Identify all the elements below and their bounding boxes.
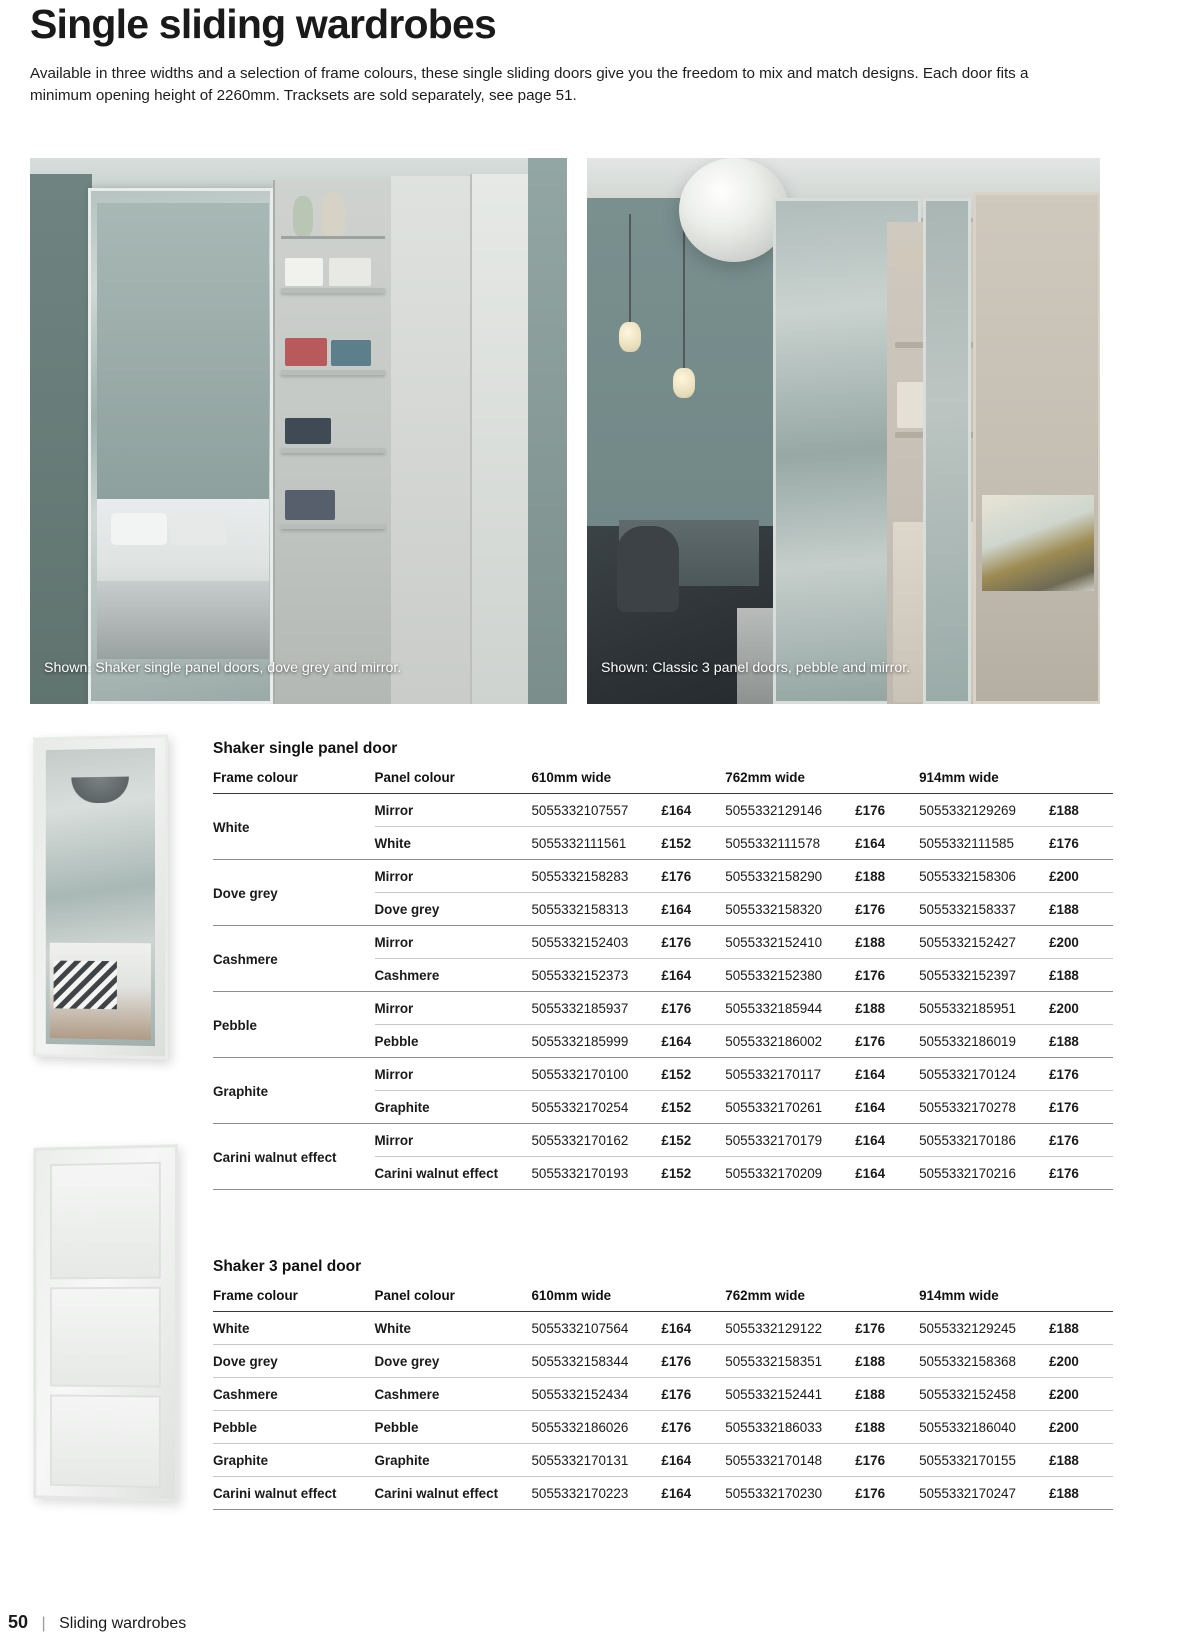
folded-clothes <box>285 490 335 520</box>
table-header-row <box>213 1288 1113 1312</box>
code-914: 5055332152397 <box>919 959 1049 992</box>
code-914: 5055332170247 <box>919 1477 1049 1510</box>
code-610: 5055332186026 <box>531 1411 661 1444</box>
code-762: 5055332152380 <box>725 959 855 992</box>
panel-colour-cell: Graphite <box>375 1444 532 1477</box>
code-762: 5055332170230 <box>725 1477 855 1510</box>
price-914: £188 <box>1049 959 1113 992</box>
code-610: 5055332158283 <box>531 860 661 893</box>
frame-colour-cell: Carini walnut effect <box>213 1124 375 1190</box>
price-914: £176 <box>1049 827 1113 860</box>
code-914: 5055332170124 <box>919 1058 1049 1091</box>
page-footer <box>8 1612 186 1633</box>
price-762: £176 <box>855 1477 919 1510</box>
code-610: 5055332170131 <box>531 1444 661 1477</box>
price-914: £188 <box>1049 794 1113 827</box>
price-610: £176 <box>661 860 725 893</box>
price-762: £164 <box>855 1091 919 1124</box>
table-row <box>213 794 1113 827</box>
reflected-pendant <box>71 777 129 804</box>
code-762: 5055332170209 <box>725 1157 855 1190</box>
col-914mm-price <box>1049 1288 1113 1312</box>
panel-colour-cell: Mirror <box>375 794 532 827</box>
price-610: £164 <box>661 893 725 926</box>
price-914: £176 <box>1049 1157 1113 1190</box>
folded-textile <box>285 338 327 366</box>
frame-colour-cell: Dove grey <box>213 1345 375 1378</box>
price-610: £164 <box>661 1312 725 1345</box>
price-762: £188 <box>855 1345 919 1378</box>
wardrobe-shelf <box>281 448 385 453</box>
code-914: 5055332186040 <box>919 1411 1049 1444</box>
price-762: £164 <box>855 1058 919 1091</box>
panel-colour-cell: Mirror <box>375 1124 532 1157</box>
panel-colour-cell: Pebble <box>375 1411 532 1444</box>
price-914: £176 <box>1049 1091 1113 1124</box>
col-610mm: 610mm wide <box>531 1288 661 1312</box>
reflected-throw <box>54 961 117 1010</box>
footer-section-label: Sliding wardrobes <box>59 1615 187 1632</box>
price-762: £188 <box>855 1378 919 1411</box>
panel-colour-cell: White <box>375 1312 532 1345</box>
mirror-sliding-door-left <box>88 188 273 704</box>
table-row <box>213 1444 1113 1477</box>
code-914: 5055332185951 <box>919 992 1049 1025</box>
photo-shaker-single-panel <box>30 158 567 704</box>
frame-colour-cell: Cashmere <box>213 1378 375 1411</box>
price-914: £200 <box>1049 860 1113 893</box>
code-610: 5055332107564 <box>531 1312 661 1345</box>
folded-clothes <box>285 418 331 444</box>
price-610: £152 <box>661 1058 725 1091</box>
frame-colour-cell: White <box>213 1312 375 1345</box>
code-610: 5055332185937 <box>531 992 661 1025</box>
door-panel-bottom <box>50 1394 161 1488</box>
table-row <box>213 1312 1113 1345</box>
col-762mm-price <box>855 770 919 794</box>
price-610: £164 <box>661 959 725 992</box>
code-914: 5055332129269 <box>919 794 1049 827</box>
desk-chair <box>617 526 679 612</box>
frame-colour-cell: Cashmere <box>213 926 375 992</box>
col-610mm-price <box>661 1288 725 1312</box>
wardrobe-shelf <box>281 370 385 375</box>
panel-colour-cell: Cashmere <box>375 959 532 992</box>
pendant-cord <box>629 214 631 322</box>
panel-colour-cell: Carini walnut effect <box>375 1477 532 1510</box>
code-610: 5055332170100 <box>531 1058 661 1091</box>
folded-textile <box>331 340 371 366</box>
code-762: 5055332152410 <box>725 926 855 959</box>
frame-colour-cell: Dove grey <box>213 860 375 926</box>
price-762: £176 <box>855 1312 919 1345</box>
price-914: £176 <box>1049 1058 1113 1091</box>
price-762: £164 <box>855 827 919 860</box>
table-title: Shaker single panel door <box>213 740 398 757</box>
code-914: 5055332152458 <box>919 1378 1049 1411</box>
code-610: 5055332152434 <box>531 1378 661 1411</box>
pendant-cord <box>683 218 685 368</box>
price-610: £176 <box>661 926 725 959</box>
page-title: Single sliding wardrobes <box>30 1 497 47</box>
price-914: £176 <box>1049 1124 1113 1157</box>
room-scene-left <box>30 158 567 704</box>
col-762mm: 762mm wide <box>725 1288 855 1312</box>
code-914: 5055332170216 <box>919 1157 1049 1190</box>
code-914: 5055332170186 <box>919 1124 1049 1157</box>
code-762: 5055332170179 <box>725 1124 855 1157</box>
panel-colour-cell: Dove grey <box>375 1345 532 1378</box>
code-762: 5055332186033 <box>725 1411 855 1444</box>
table-row <box>213 1411 1113 1444</box>
table-row <box>213 860 1113 893</box>
pendant-bulb <box>673 368 695 398</box>
code-762: 5055332186002 <box>725 1025 855 1058</box>
reflected-pillow-1 <box>111 513 167 545</box>
code-762: 5055332158290 <box>725 860 855 893</box>
reflected-pillow-2 <box>171 513 227 545</box>
price-914: £188 <box>1049 1477 1113 1510</box>
panel-colour-cell: Mirror <box>375 860 532 893</box>
frame-colour-cell: Pebble <box>213 992 375 1058</box>
code-762: 5055332170261 <box>725 1091 855 1124</box>
code-610: 5055332185999 <box>531 1025 661 1058</box>
wardrobe-shelf <box>281 288 385 293</box>
table-row <box>213 1058 1113 1091</box>
price-610: £152 <box>661 1091 725 1124</box>
col-762mm-price <box>855 1288 919 1312</box>
panel-colour-cell: Cashmere <box>375 1378 532 1411</box>
frame-colour-cell: White <box>213 794 375 860</box>
table-row <box>213 926 1113 959</box>
side-wall-left <box>30 174 92 704</box>
pendant-bulb <box>619 322 641 352</box>
mirror-reflection-wall <box>97 203 269 503</box>
footer-separator: | <box>41 1615 46 1632</box>
page-intro-text: Available in three widths and a selection of frame colours, these single sliding doors give you the freedom to mix and match designs. Each door fits a minimum opening height of 2260mm. Tracksets are sold separately, see page 51. <box>30 65 1029 105</box>
price-610: £176 <box>661 1411 725 1444</box>
col-914mm-price <box>1049 770 1113 794</box>
vase <box>321 192 345 236</box>
table-body <box>213 1312 1113 1510</box>
code-610: 5055332152403 <box>531 926 661 959</box>
framed-artwork <box>982 495 1094 591</box>
spec-table-single-panel <box>213 770 1113 1190</box>
panel-colour-cell: Mirror <box>375 1058 532 1091</box>
vase <box>293 196 313 236</box>
photo-classic-3-panel <box>587 158 1100 704</box>
code-762: 5055332158351 <box>725 1345 855 1378</box>
panel-colour-cell: Pebble <box>375 1025 532 1058</box>
price-914: £188 <box>1049 893 1113 926</box>
table-row <box>213 1477 1113 1510</box>
price-914: £188 <box>1049 1312 1113 1345</box>
price-762: £176 <box>855 794 919 827</box>
code-914: 5055332111585 <box>919 827 1049 860</box>
table-body <box>213 794 1113 1190</box>
storage-box <box>285 258 323 286</box>
price-914: £200 <box>1049 992 1113 1025</box>
code-914: 5055332158337 <box>919 893 1049 926</box>
reflected-duvet <box>97 581 269 659</box>
code-762: 5055332152441 <box>725 1378 855 1411</box>
table-row <box>213 1378 1113 1411</box>
price-762: £188 <box>855 926 919 959</box>
table-section-shaker-3-panel <box>213 1258 1113 1510</box>
code-762: 5055332129146 <box>725 794 855 827</box>
code-610: 5055332170223 <box>531 1477 661 1510</box>
table-row <box>213 1345 1113 1378</box>
code-914: 5055332158306 <box>919 860 1049 893</box>
price-610: £164 <box>661 1444 725 1477</box>
code-610: 5055332107557 <box>531 794 661 827</box>
price-762: £176 <box>855 959 919 992</box>
product-image-3-panel-door <box>33 1144 178 1502</box>
wardrobe-shelf <box>281 524 385 529</box>
price-610: £152 <box>661 827 725 860</box>
price-610: £152 <box>661 1157 725 1190</box>
pebble-panel-door <box>973 192 1100 704</box>
panel-colour-cell: Dove grey <box>375 893 532 926</box>
col-frame-colour: Frame colour <box>213 770 375 794</box>
mirror-door-right-2 <box>923 198 971 704</box>
code-610: 5055332170254 <box>531 1091 661 1124</box>
code-914: 5055332152427 <box>919 926 1049 959</box>
wall-far-right <box>528 158 567 704</box>
door-panel-middle <box>50 1287 161 1388</box>
code-610: 5055332170193 <box>531 1157 661 1190</box>
code-914: 5055332170155 <box>919 1444 1049 1477</box>
price-762: £188 <box>855 860 919 893</box>
product-image-single-panel-door <box>33 735 168 1060</box>
col-914mm: 914mm wide <box>919 770 1049 794</box>
price-610: £164 <box>661 1477 725 1510</box>
col-762mm: 762mm wide <box>725 770 855 794</box>
code-762: 5055332158320 <box>725 893 855 926</box>
code-914: 5055332186019 <box>919 1025 1049 1058</box>
table-header-row <box>213 770 1113 794</box>
door-panel-top <box>50 1162 161 1280</box>
col-frame-colour: Frame colour <box>213 1288 375 1312</box>
frame-colour-cell: Graphite <box>213 1444 375 1477</box>
code-610: 5055332158313 <box>531 893 661 926</box>
sliding-door-right <box>470 174 530 704</box>
price-914: £188 <box>1049 1444 1113 1477</box>
price-914: £200 <box>1049 926 1113 959</box>
door-mirror-face <box>46 748 155 1046</box>
table-row <box>213 992 1113 1025</box>
col-610mm: 610mm wide <box>531 770 661 794</box>
price-914: £200 <box>1049 1345 1113 1378</box>
table-title: Shaker 3 panel door <box>213 1258 362 1275</box>
page-header <box>30 1 1090 107</box>
panel-colour-cell: White <box>375 827 532 860</box>
code-610: 5055332152373 <box>531 959 661 992</box>
code-914: 5055332170278 <box>919 1091 1049 1124</box>
code-762: 5055332129122 <box>725 1312 855 1345</box>
hanging-rail <box>281 236 385 239</box>
table-row <box>213 1124 1113 1157</box>
frame-colour-cell: Carini walnut effect <box>213 1477 375 1510</box>
code-914: 5055332158368 <box>919 1345 1049 1378</box>
price-914: £188 <box>1049 1025 1113 1058</box>
panel-colour-cell: Graphite <box>375 1091 532 1124</box>
price-610: £152 <box>661 1124 725 1157</box>
price-610: £176 <box>661 1345 725 1378</box>
price-762: £164 <box>855 1124 919 1157</box>
price-762: £188 <box>855 1411 919 1444</box>
photo-caption: Shown: Classic 3 panel doors, pebble and mirror. <box>601 660 911 676</box>
code-762: 5055332170117 <box>725 1058 855 1091</box>
photo-caption: Shown: Shaker single panel doors, dove grey and mirror. <box>44 660 402 676</box>
code-610: 5055332170162 <box>531 1124 661 1157</box>
col-panel-colour: Panel colour <box>375 770 532 794</box>
mirror-reflection-bed <box>97 499 269 659</box>
page-number: 50 <box>8 1612 29 1632</box>
panel-colour-cell: Carini walnut effect <box>375 1157 532 1190</box>
price-914: £200 <box>1049 1378 1113 1411</box>
code-762: 5055332170148 <box>725 1444 855 1477</box>
price-762: £176 <box>855 893 919 926</box>
price-762: £176 <box>855 1444 919 1477</box>
frame-colour-cell: Graphite <box>213 1058 375 1124</box>
price-914: £200 <box>1049 1411 1113 1444</box>
code-610: 5055332158344 <box>531 1345 661 1378</box>
price-610: £164 <box>661 1025 725 1058</box>
code-914: 5055332129245 <box>919 1312 1049 1345</box>
panel-colour-cell: Mirror <box>375 926 532 959</box>
panel-colour-cell: Mirror <box>375 992 532 1025</box>
price-762: £164 <box>855 1157 919 1190</box>
code-762: 5055332185944 <box>725 992 855 1025</box>
room-scene-right <box>587 158 1100 704</box>
code-610: 5055332111561 <box>531 827 661 860</box>
price-610: £164 <box>661 794 725 827</box>
col-610mm-price <box>661 770 725 794</box>
price-610: £176 <box>661 992 725 1025</box>
price-762: £188 <box>855 992 919 1025</box>
spec-table-3-panel <box>213 1288 1113 1510</box>
photo-gallery <box>30 158 1100 704</box>
wardrobe-interior-left <box>273 180 393 704</box>
col-914mm: 914mm wide <box>919 1288 1049 1312</box>
storage-box <box>329 258 371 286</box>
price-762: £176 <box>855 1025 919 1058</box>
col-panel-colour: Panel colour <box>375 1288 532 1312</box>
table-section-shaker-single-panel <box>213 740 1113 1190</box>
frame-colour-cell: Pebble <box>213 1411 375 1444</box>
price-610: £176 <box>661 1378 725 1411</box>
code-762: 5055332111578 <box>725 827 855 860</box>
